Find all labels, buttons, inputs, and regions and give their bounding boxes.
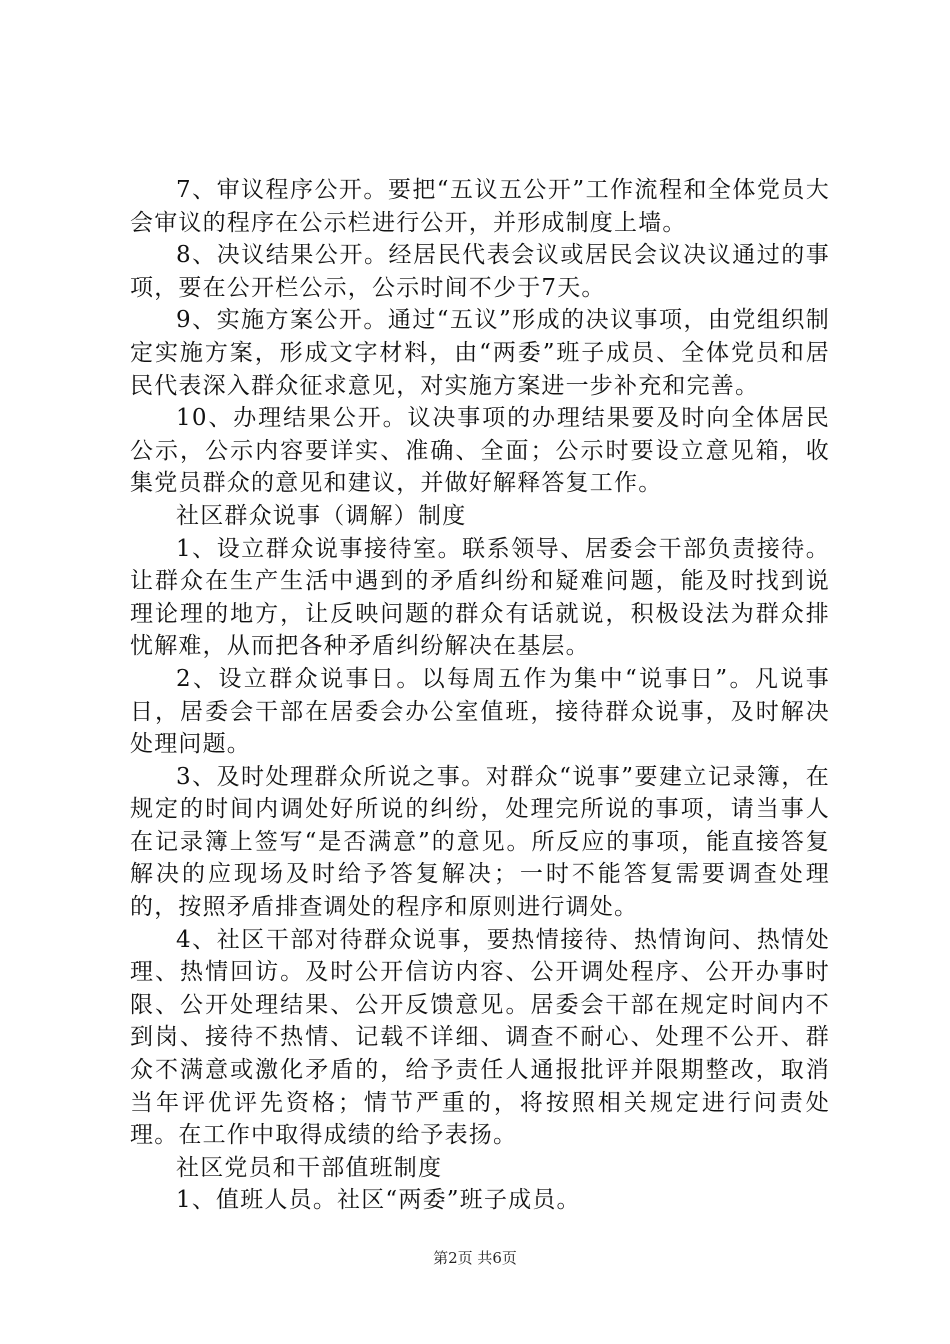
document-body <box>130 174 830 1217</box>
paragraph-item-10: 10、办理结果公开。议决事项的办理结果要及时向全体居民公示，公示内容要详实、准确、全面；公示时要设立意见箱，收集党员群众的意见和建议，并做好解释答复工作。 <box>130 405 830 497</box>
paragraph-mediation-2: 2、设立群众说事日。以每周五作为集中“说事日”。凡说事日，居委会干部在居委会办公室值班，接待群众说事，及时解决处理问题。 <box>130 665 830 758</box>
paragraph-mediation-3: 3、及时处理群众所说之事。对群众“说事”要建立记录簿，在规定的时间内调处好所说的纠纷，处理完所说的事项，请当事人在记录簿上签写“是否满意”的意见。所反应的事项，能直接答复解决的应现场及时给予答复解决；一时不能答复需要调查处理的，按照矛盾排查调处的程序和原则进行调处。 <box>130 763 830 921</box>
page-footer: 第2页 共6页 <box>433 1249 517 1267</box>
section-heading-mediation: 社区群众说事（调解）制度 <box>176 502 467 529</box>
section-heading-duty: 社区党员和干部值班制度 <box>176 1154 443 1181</box>
paragraph-item-8: 8、决议结果公开。经居民代表会议或居民会议决议通过的事项，要在公开栏公示，公示时间不少于7天。 <box>130 242 830 301</box>
paragraph-item-9: 9、实施方案公开。通过“五议”形成的决议事项，由党组织制定实施方案，形成文字材料，由“两委”班子成员、全体党员和居民代表深入群众征求意见，对实施方案进一步补充和完善。 <box>130 307 830 399</box>
paragraph-mediation-4: 4、社区干部对待群众说事，要热情接待、热情询问、热情处理、热情回访。及时公开信访内容、公开调处程序、公开办事时限、公开处理结果、公开反馈意见。居委会干部在规定时间内不到岗、接待不热情、记载不详细、调查不耐心、处理不公开、群众不满意或激化矛盾的，给予责任人通报批评并限期整改，取消当年评优评先资格；情节严重的，将按照相关规定进行问责处理。在工作中取得成绩的给予表扬。 <box>130 926 830 1149</box>
paragraph-duty-1: 1、值班人员。社区“两委”班子成员。 <box>176 1187 581 1214</box>
paragraph-item-7: 7、审议程序公开。要把“五议五公开”工作流程和全体党员大会审议的程序在公示栏进行公开，并形成制度上墙。 <box>130 177 830 236</box>
paragraph-mediation-1: 1、设立群众说事接待室。联系领导、居委会干部负责接待。让群众在生产生活中遇到的矛盾纠纷和疑难问题，能及时找到说理论理的地方，让反映问题的群众有话就说，积极设法为群众排忧解难，从而把各种矛盾纠纷解决在基层。 <box>130 535 830 660</box>
